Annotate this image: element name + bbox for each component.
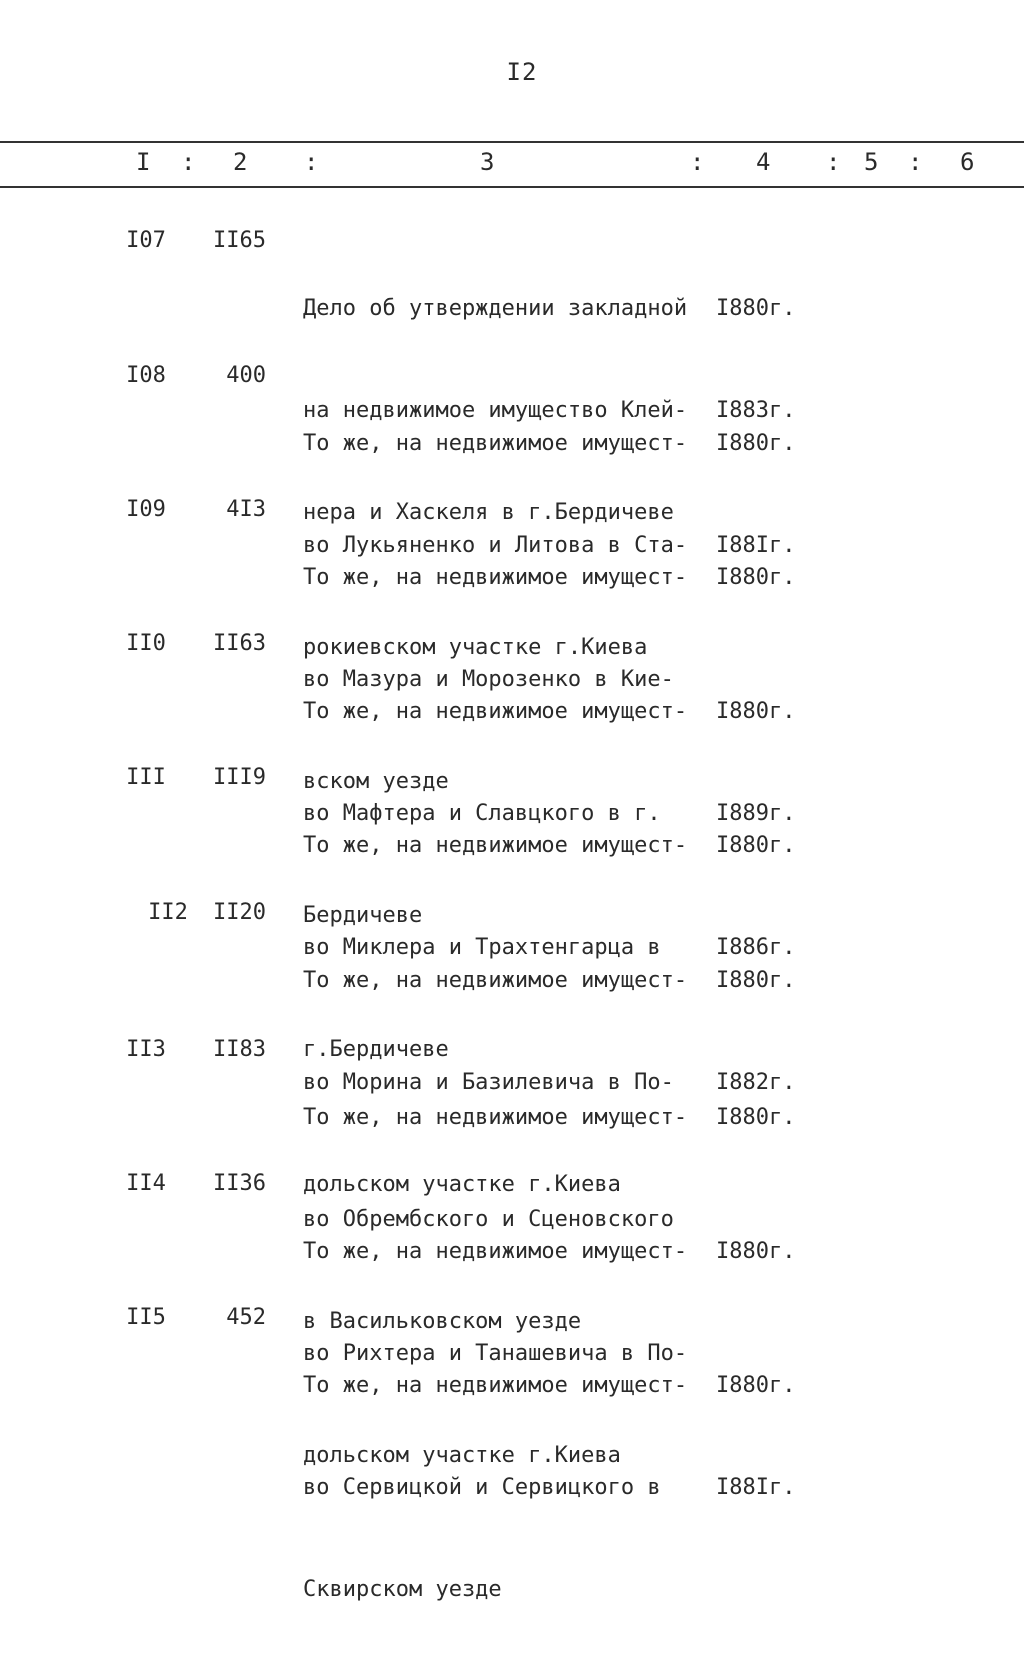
- title-line: То же, на недвижимое имущест-: [303, 565, 688, 590]
- title-line: То же, на недвижимое имущест-: [303, 699, 688, 724]
- title-line: Дело об утверждении закладной: [303, 296, 688, 321]
- title-line: в Васильковском уезде: [303, 1309, 582, 1334]
- start-date: I880г.: [716, 833, 796, 858]
- start-date: I880г.: [716, 565, 796, 590]
- title-line: во Морина и Базилевича в По-: [303, 1070, 674, 1095]
- header-col-1: I: [136, 148, 151, 176]
- case-number: II36: [213, 1171, 266, 1196]
- title-line: во Мафтера и Славцкого в г.: [303, 801, 661, 826]
- title-line: на недвижимое имущество Клей-: [303, 398, 688, 423]
- title-line: во Мазура и Морозенко в Кие-: [303, 667, 674, 692]
- start-date: I880г.: [716, 1105, 796, 1130]
- title-line: во Обрембского и Сценовского: [303, 1207, 674, 1232]
- row-number: II5: [126, 1305, 166, 1330]
- case-number: II20: [213, 900, 266, 925]
- end-date: I886г.: [716, 935, 796, 960]
- title-line: во Рихтера и Танашевича в По-: [303, 1341, 688, 1366]
- header-col-5: 5: [864, 148, 879, 176]
- case-number: 452: [226, 1305, 266, 1330]
- case-number: II83: [213, 1037, 266, 1062]
- row-number: II4: [126, 1171, 166, 1196]
- end-date: I88Iг.: [716, 533, 796, 558]
- title-line: во Лукьяненко и Литова в Ста-: [303, 533, 688, 558]
- end-date: I883г.: [716, 398, 796, 423]
- header-rule-bottom: [0, 186, 1024, 188]
- title-line: во Миклера и Трахтенгарца в: [303, 935, 661, 960]
- row-number: I07: [126, 228, 166, 253]
- row-number: I08: [126, 363, 166, 388]
- title-line: Бердичеве: [303, 903, 423, 928]
- title-line: во Сервицкой и Сервицкого в: [303, 1475, 661, 1500]
- title-line: вском уезде: [303, 769, 449, 794]
- case-number: 4I3: [226, 497, 266, 522]
- case-number: II63: [213, 631, 266, 656]
- title-line: дольском участке г.Киева: [303, 1443, 621, 1468]
- header-separator: :: [826, 148, 841, 176]
- start-date: I880г.: [716, 1373, 796, 1398]
- header-separator: :: [908, 148, 923, 176]
- start-date: I880г.: [716, 431, 796, 456]
- row-number: I09: [126, 497, 166, 522]
- title-line: То же, на недвижимое имущест-: [303, 968, 688, 993]
- start-date: I880г.: [716, 1239, 796, 1264]
- title-line: То же, на недвижимое имущест-: [303, 1373, 688, 1398]
- page-number: I2: [506, 58, 538, 86]
- title-line: То же, на недвижимое имущест-: [303, 1105, 688, 1130]
- row-number: II3: [126, 1037, 166, 1062]
- title-line: г.Бердичеве: [303, 1037, 449, 1062]
- title-line: Сквирском уезде: [303, 1577, 502, 1602]
- header-rule-top: [0, 141, 1024, 143]
- title-line: То же, на недвижимое имущест-: [303, 1239, 688, 1264]
- header-separator: :: [181, 148, 196, 176]
- end-date: I88Iг.: [716, 1475, 796, 1500]
- title-line: нера и Хаскеля в г.Бердичеве: [303, 500, 674, 525]
- case-title: [303, 1301, 713, 1675]
- header-separator: :: [304, 148, 319, 176]
- title-line: рокиевском участке г.Киева: [303, 635, 648, 660]
- title-line: То же, на недвижимое имущест-: [303, 431, 688, 456]
- case-number: II65: [213, 228, 266, 253]
- case-dates: [716, 1301, 816, 1573]
- end-date: I882г.: [716, 1070, 796, 1095]
- start-date: I880г.: [716, 296, 796, 321]
- end-date: I889г.: [716, 801, 796, 826]
- row-number: II0: [126, 631, 166, 656]
- header-col-3: 3: [480, 148, 495, 176]
- case-number: III9: [213, 765, 266, 790]
- header-separator: :: [690, 148, 705, 176]
- row-number: II2: [148, 900, 188, 925]
- title-line: дольском участке г.Киева: [303, 1172, 621, 1197]
- case-number: 400: [226, 363, 266, 388]
- header-col-4: 4: [756, 148, 771, 176]
- header-col-6: 6: [960, 148, 975, 176]
- header-col-2: 2: [233, 148, 248, 176]
- title-line: То же, на недвижимое имущест-: [303, 833, 688, 858]
- start-date: I880г.: [716, 699, 796, 724]
- start-date: I880г.: [716, 968, 796, 993]
- row-number: III: [126, 765, 166, 790]
